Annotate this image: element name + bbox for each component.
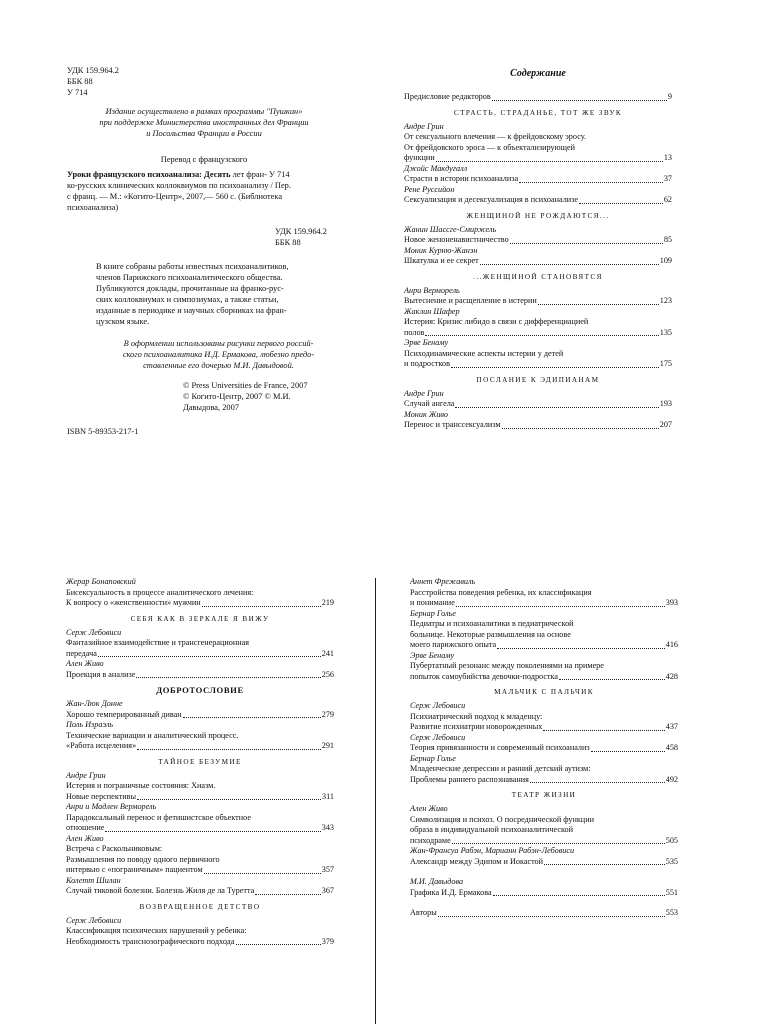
- toc-entry: [404, 195, 672, 206]
- toc-author: Эрве Бенаму: [410, 650, 455, 660]
- toc-entry-row: [410, 640, 678, 651]
- toc-page-number: 135: [659, 327, 672, 337]
- toc-entry-title: Случай тиковой болезни. Болезнь Жиля де ла Туретта: [66, 886, 255, 895]
- citation-rest: лет фран- У 714: [230, 170, 290, 179]
- toc-page-number: 437: [665, 722, 678, 731]
- toc-leader-dots: [497, 648, 665, 649]
- toc-entry-row: [410, 775, 678, 786]
- toc-entry-row: [404, 174, 672, 185]
- toc-entry: [410, 857, 678, 868]
- abstract-line: В книге собраны работы известных психоаналитиков,: [96, 262, 289, 271]
- toc-page-number: 416: [665, 640, 678, 649]
- toc-leader-dots: [579, 203, 663, 204]
- toc-author: Жаклин Шафер: [404, 306, 460, 316]
- toc-entry-title: отношение: [66, 823, 105, 832]
- toc-page-number: 256: [321, 669, 334, 679]
- publication-note-line: Издание осуществлено в рамках программы "Пушкин»: [105, 107, 303, 116]
- toc-entry-title: Случай ангела: [404, 399, 455, 408]
- toc-page-number: 458: [665, 743, 678, 752]
- toc-page-number: 311: [322, 791, 334, 801]
- toc-entry-row: [410, 743, 678, 754]
- toc-author: Колетт Шилан: [66, 875, 121, 885]
- toc-entry-line: Размышления по поводу одного первичного: [66, 854, 220, 864]
- toc-entry: [404, 256, 672, 267]
- toc-leader-dots: [236, 944, 321, 945]
- toc-entry-line: Младенческие депрессии и ранний детский аутизм:: [410, 764, 591, 773]
- toc-author: Серж Лебовиси: [410, 701, 466, 710]
- toc-entry: [404, 420, 672, 431]
- toc-entry-line: Парадоксальный перенос и фетишистское объектное: [66, 812, 251, 822]
- toc-author: Андре Грин: [66, 770, 106, 780]
- translation-note: Перевод с французского: [160, 155, 248, 164]
- toc-entry: [410, 743, 678, 754]
- toc-page-number: 175: [659, 359, 672, 368]
- toc-author: Анри и Мадлен Верморель: [66, 802, 157, 811]
- toc-entry-line: Психодинамические аспекты истерии у детей: [404, 348, 564, 358]
- toc-leader-dots: [493, 895, 665, 896]
- toc-author: Эрве Бенаму: [404, 338, 449, 347]
- toc-entry: [410, 888, 678, 899]
- toc-entry-title: Сексуализация и десексуализация в психоанализе: [404, 195, 579, 204]
- toc-page-number: 85: [663, 235, 672, 244]
- toc-page-number: 279: [321, 709, 334, 719]
- toc-leader-dots: [538, 304, 659, 305]
- toc-leader-dots: [456, 606, 665, 607]
- toc-title: Содержание: [510, 68, 566, 79]
- toc-page-number: 207: [659, 420, 672, 429]
- toc-entry: [404, 174, 672, 185]
- toc-section-heading: СТРАСТЬ, СТРАДАНЬЕ, ТОТ ЖЕ ЗВУК: [453, 108, 623, 117]
- toc-section-heading: ТЕАТР ЖИЗНИ: [511, 791, 577, 799]
- toc-leader-dots: [519, 182, 663, 183]
- toc-entry-title: попыток самоубийства девочки-подростка: [410, 671, 559, 681]
- toc-page-number: 123: [659, 296, 672, 305]
- toc-section-heading: ТАЙНОЕ БЕЗУМИЕ: [158, 757, 242, 766]
- publication-note-line: и Посольства Франции в России: [146, 129, 262, 138]
- bbk-code-2: ББК 88: [275, 238, 301, 247]
- toc-page-number: 193: [659, 399, 672, 408]
- toc-entry-line: образа в индивидуальной психоаналитической: [410, 825, 574, 834]
- toc-author: Жан-Люк Донне: [66, 699, 123, 708]
- toc-leader-dots: [530, 782, 665, 783]
- toc-leader-dots: [98, 656, 321, 657]
- toc-leader-dots: [559, 679, 665, 680]
- toc-author: Анри Верморель: [404, 285, 460, 295]
- toc-leader-dots: [137, 749, 321, 750]
- toc-leader-dots: [183, 717, 321, 718]
- udk-code-2: УДК 159.964.2: [275, 227, 327, 236]
- toc-entry-row: [66, 823, 334, 834]
- toc-entry-title: Развитие психиатрии новорожденных: [410, 722, 543, 731]
- toc-entry: [66, 588, 334, 609]
- toc-entry-title: Проекция в анализе: [66, 669, 136, 679]
- toc-leader-dots: [591, 751, 665, 752]
- toc-author: Андре Грин: [404, 121, 444, 131]
- toc-entry: [66, 813, 334, 834]
- toc-entry: [410, 815, 678, 847]
- toc-entry-row: [410, 857, 678, 868]
- toc-entry-row: [410, 888, 678, 899]
- toc-entry-title: полов: [404, 327, 425, 337]
- toc-entry-row: [404, 195, 672, 206]
- citation-title: Уроки французского психоанализа: Десять: [67, 170, 231, 179]
- toc-entry: [66, 781, 334, 802]
- toc-entry-title: Предисловие редакторов: [404, 92, 491, 101]
- toc-entry-line: Встреча с Раскольниковым:: [66, 844, 163, 853]
- toc-entry-row: [410, 598, 678, 609]
- toc-entry-title: передача: [66, 648, 97, 658]
- toc-page-number: 291: [321, 741, 334, 750]
- toc-entry-row: [404, 235, 672, 246]
- toc-section-heading: ЖЕНЩИНОЙ НЕ РОЖДАЮТСЯ...: [466, 211, 610, 220]
- toc-entry-title: и понимание: [410, 598, 455, 607]
- toc-entry-line: От сексуального влечения — к фрейдовскому эросу.: [404, 132, 587, 141]
- toc-leader-dots: [543, 730, 664, 731]
- toc-author: Жанин Шассге-Смиржель: [404, 224, 497, 234]
- abstract-line: изданные в периодике и научных сборниках на фран-: [96, 306, 287, 315]
- abstract-line: ских коллоквиумах и симпозиумах, а также статьи,: [96, 295, 279, 304]
- toc-leader-dots: [438, 916, 665, 917]
- toc-section-heading: ВОЗВРАЩЕННОЕ ДЕТСТВО: [139, 902, 261, 911]
- toc-author: Бернар Голье: [410, 753, 456, 763]
- toc-author: Рене Руссийон: [404, 184, 455, 194]
- page-divider: [375, 578, 376, 1024]
- toc-page-number: 553: [665, 908, 678, 917]
- toc-entry-title: Вытеснение и расщепление в истерии: [404, 296, 537, 305]
- book-abstract: [96, 261, 341, 327]
- toc-author: Бернар Голье: [410, 608, 456, 618]
- design-note-line: В оформлении использованы рисунки первого россий-: [123, 339, 314, 348]
- toc-leader-dots: [510, 243, 663, 244]
- toc-entry-title: Графика И.Д. Ермакова: [410, 887, 492, 897]
- toc-section-heading: ПОСЛАНИЕ К ЭДИПИАНАМ: [476, 375, 600, 384]
- toc-entry-line: Психиатрический подход к младенцу:: [410, 711, 543, 721]
- toc-leader-dots: [425, 335, 658, 336]
- abstract-line: членов Парижского психоаналитического общества.: [96, 273, 283, 282]
- citation-line: психоанализа): [67, 203, 119, 212]
- toc-page-number: 393: [665, 598, 678, 607]
- citation-line: ко-русских клинических коллоквиумов по психоанализу / Пер.: [67, 181, 291, 190]
- abstract-line: цузском языке.: [96, 317, 150, 326]
- toc-leader-dots: [455, 407, 658, 408]
- toc-entry-title: интервью с «пограничным» пациентом: [66, 865, 203, 874]
- citation-line: с франц. — М.: «Когито-Центр», 2007,— 560 с. (Библиотека: [67, 192, 283, 201]
- toc-entry-row: [410, 722, 678, 733]
- toc-entry-title: «Работа исцеления»: [66, 741, 137, 750]
- toc-author: Жан-Франсуа Рабэн, Марианн Рабэн-Лебовиси: [410, 846, 575, 855]
- toc-entry: [404, 296, 672, 307]
- isbn: ISBN 5-89353-217-1: [67, 427, 139, 436]
- toc-entry: [66, 731, 334, 752]
- toc-author: Жерар Бонаповский: [66, 577, 136, 586]
- toc-leader-dots: [451, 367, 659, 368]
- toc-author: Серж Лебовиси: [410, 732, 466, 742]
- toc-entry: [410, 619, 678, 651]
- toc-entry-line: Бисексуальность в процессе аналитического лечения:: [66, 587, 254, 597]
- toc-section-heading: ...ЖЕНЩИНОЙ СТАНОВЯТСЯ: [473, 272, 603, 281]
- toc-author: Ален Живо: [410, 804, 448, 813]
- toc-entry-line: Фантазийное взаимодействие и трансгенерационная: [66, 638, 250, 647]
- toc-entry-title: Теория привязанности и современный психоанализ: [410, 743, 590, 752]
- toc-entry: [410, 908, 678, 919]
- toc-entry-title: Новое женоненавистничество: [404, 235, 509, 244]
- toc-page-number: 379: [321, 936, 334, 946]
- toc-entry-title: Хорошо темперированный диван: [66, 709, 182, 719]
- toc-entry-title: Необходимость транснозографического подхода: [66, 936, 235, 946]
- toc-leader-dots: [255, 894, 320, 895]
- toc-entry: [66, 844, 334, 876]
- toc-right-top: [404, 92, 672, 431]
- toc-entry: [404, 132, 672, 164]
- toc-entry-row: [404, 399, 672, 410]
- toc-entry-title: моего парижского опыта: [410, 640, 497, 649]
- toc-author: Андре Грин: [404, 388, 444, 398]
- toc-entry-line: Символизация и психоз. О посреднической функции: [410, 814, 594, 824]
- toc-entry-row: [66, 670, 334, 681]
- toc-entry-line: Классификация психических нарушений у ребенка:: [66, 926, 247, 935]
- toc-page-number: 9: [667, 92, 672, 101]
- toc-entry-row: [404, 359, 672, 370]
- toc-author: Серж Лебовиси: [66, 627, 122, 637]
- toc-entry-line: Расстройства поведения ребенка, их классификация: [410, 587, 592, 597]
- toc-entry-row: [66, 792, 334, 803]
- u-code: У 714: [67, 88, 88, 97]
- toc-page-number: 551: [665, 887, 678, 897]
- toc-entry-row: [66, 937, 334, 948]
- toc-leader-dots: [204, 873, 321, 874]
- toc-page-number: 13: [663, 153, 672, 162]
- toc-author: Ален Живо: [66, 659, 104, 668]
- toc-entry-title: К вопросу о «женственности» мужчин: [66, 598, 201, 607]
- toc-spacer: [410, 898, 678, 908]
- copyright-line: © Когито-Центр, 2007 © М.И.: [183, 392, 291, 401]
- toc-entry-title: функции: [404, 153, 435, 162]
- toc-section-heading: СЕБЯ КАК В ЗЕРКАЛЕ Я ВИЖУ: [130, 614, 270, 623]
- design-note-line: ставленные его дочерью М.И. Давыдовой.: [143, 361, 294, 370]
- toc-entry: [404, 399, 672, 410]
- toc-entry: [404, 317, 672, 338]
- copyright-line: © Press Universities de France, 2007: [183, 381, 308, 390]
- toc-entry-line: Технические вариации и аналитический процесс.: [66, 730, 239, 740]
- toc-entry: [410, 661, 678, 682]
- bbk-code: ББК 88: [67, 77, 93, 86]
- toc-page-number: 357: [321, 865, 334, 874]
- toc-entry-row: [66, 649, 334, 660]
- toc-entry: [410, 764, 678, 785]
- copyright-block: [183, 380, 343, 413]
- toc-bottom-left: [66, 577, 334, 947]
- udk-code: УДК 159.964.2: [67, 66, 119, 75]
- publication-note: [70, 106, 338, 139]
- toc-page-number: 492: [665, 774, 678, 784]
- toc-section-heading: МАЛЬЧИК С ПАЛЬЧИК: [494, 688, 594, 696]
- toc-leader-dots: [137, 799, 321, 800]
- toc-entry: [404, 92, 672, 103]
- toc-entry-row: [66, 865, 334, 876]
- toc-bottom-right: [410, 577, 678, 919]
- toc-entry: [410, 712, 678, 733]
- toc-entry: [66, 926, 334, 947]
- toc-leader-dots: [436, 161, 663, 162]
- toc-author: Поль Израэль: [66, 720, 114, 729]
- toc-entry: [404, 349, 672, 370]
- toc-page-number: 343: [321, 823, 334, 832]
- toc-entry-row: [404, 420, 672, 431]
- toc-leader-dots: [136, 677, 320, 678]
- toc-entry-row: [410, 908, 678, 919]
- toc-author: Моник Курню-Жанэн: [404, 245, 478, 255]
- toc-entry-row: [404, 256, 672, 267]
- toc-leader-dots: [452, 843, 665, 844]
- toc-entry: [66, 638, 334, 659]
- toc-page-number: 367: [321, 886, 334, 895]
- toc-entry-row: [404, 296, 672, 307]
- toc-author: Ален Живо: [66, 833, 104, 843]
- toc-author: Джойс Макдугалл: [404, 163, 468, 173]
- toc-author: Серж Лебовиси: [66, 915, 122, 925]
- toc-entry-title: Проблемы раннего распознавания: [410, 774, 529, 784]
- toc-page-number: 428: [665, 671, 678, 681]
- toc-entry-line: Истерия: Кризис либидо в связи с дифференциацией: [404, 317, 589, 326]
- toc-entry-row: [404, 92, 672, 103]
- toc-spacer: [410, 867, 678, 877]
- toc-entry-row: [410, 836, 678, 847]
- toc-page-number: 109: [659, 256, 672, 265]
- copyright-line: Давыдова, 2007: [183, 403, 239, 412]
- toc-author: Моник Живо: [404, 409, 448, 419]
- toc-entry-row: [404, 153, 672, 164]
- toc-entry: [66, 670, 334, 681]
- toc-author: Аннет Фрежавиль: [410, 577, 476, 586]
- toc-page-number: 535: [665, 856, 678, 866]
- abstract-line: Публикуются доклады, прочитанные на франко-рус-: [96, 284, 284, 293]
- bibliographic-citation: [67, 169, 342, 213]
- toc-entry-title: Авторы: [410, 908, 437, 917]
- toc-page-number: 62: [663, 195, 672, 204]
- toc-entry-line: От фрейдовского эроса — к объектализирующей: [404, 142, 575, 152]
- toc-entry-row: [66, 741, 334, 752]
- toc-leader-dots: [480, 264, 659, 265]
- toc-entry-line: Истерия и пограничные состояния: Хиазм.: [66, 781, 216, 790]
- toc-page-number: 241: [321, 648, 334, 658]
- toc-entry-row: [66, 886, 334, 897]
- toc-entry-title: и подростков: [404, 359, 450, 368]
- toc-entry-line: Педиатры и психоаналитики в педиатрической: [410, 619, 574, 628]
- toc-entry-row: [66, 598, 334, 609]
- toc-entry-row: [66, 710, 334, 721]
- toc-entry-title: Александр между Эдипом и Иокастой: [410, 856, 544, 866]
- design-note: [96, 338, 341, 371]
- toc-entry-title: Страсти в истории психоанализа: [404, 174, 519, 183]
- toc-leader-dots: [544, 864, 665, 865]
- toc-entry-line: Пубертатный резонанс между поколениями на примере: [410, 661, 604, 670]
- toc-author: М.И. Давыдова: [410, 877, 464, 886]
- toc-entry: [66, 886, 334, 897]
- toc-section-heading: ДОБРОТОСЛОВИЕ: [156, 685, 244, 695]
- toc-leader-dots: [105, 831, 320, 832]
- toc-entry-row: [410, 672, 678, 683]
- toc-page-number: 219: [321, 598, 334, 607]
- toc-entry-row: [404, 328, 672, 339]
- toc-entry: [404, 235, 672, 246]
- toc-page-number: 37: [663, 174, 672, 183]
- toc-entry-line: больнице. Некоторые размышления на основе: [410, 629, 571, 639]
- toc-entry-title: Новые перспективы: [66, 791, 137, 801]
- publication-note-line: при поддержке Министерства иностранных дел Франции: [99, 118, 309, 127]
- toc-leader-dots: [202, 606, 321, 607]
- toc-page-number: 505: [665, 835, 678, 845]
- toc-entry-title: Шкатулка и ее секрет: [404, 256, 479, 265]
- toc-entry-title: психодраме: [410, 835, 451, 845]
- toc-entry: [66, 710, 334, 721]
- toc-entry-title: Перенос и транссексуализм: [404, 420, 501, 429]
- toc-entry: [410, 588, 678, 609]
- toc-leader-dots: [492, 100, 667, 101]
- toc-leader-dots: [502, 428, 659, 429]
- design-note-line: ского психоаналитика И.Д. Ермакова, любезно предо-: [122, 350, 315, 359]
